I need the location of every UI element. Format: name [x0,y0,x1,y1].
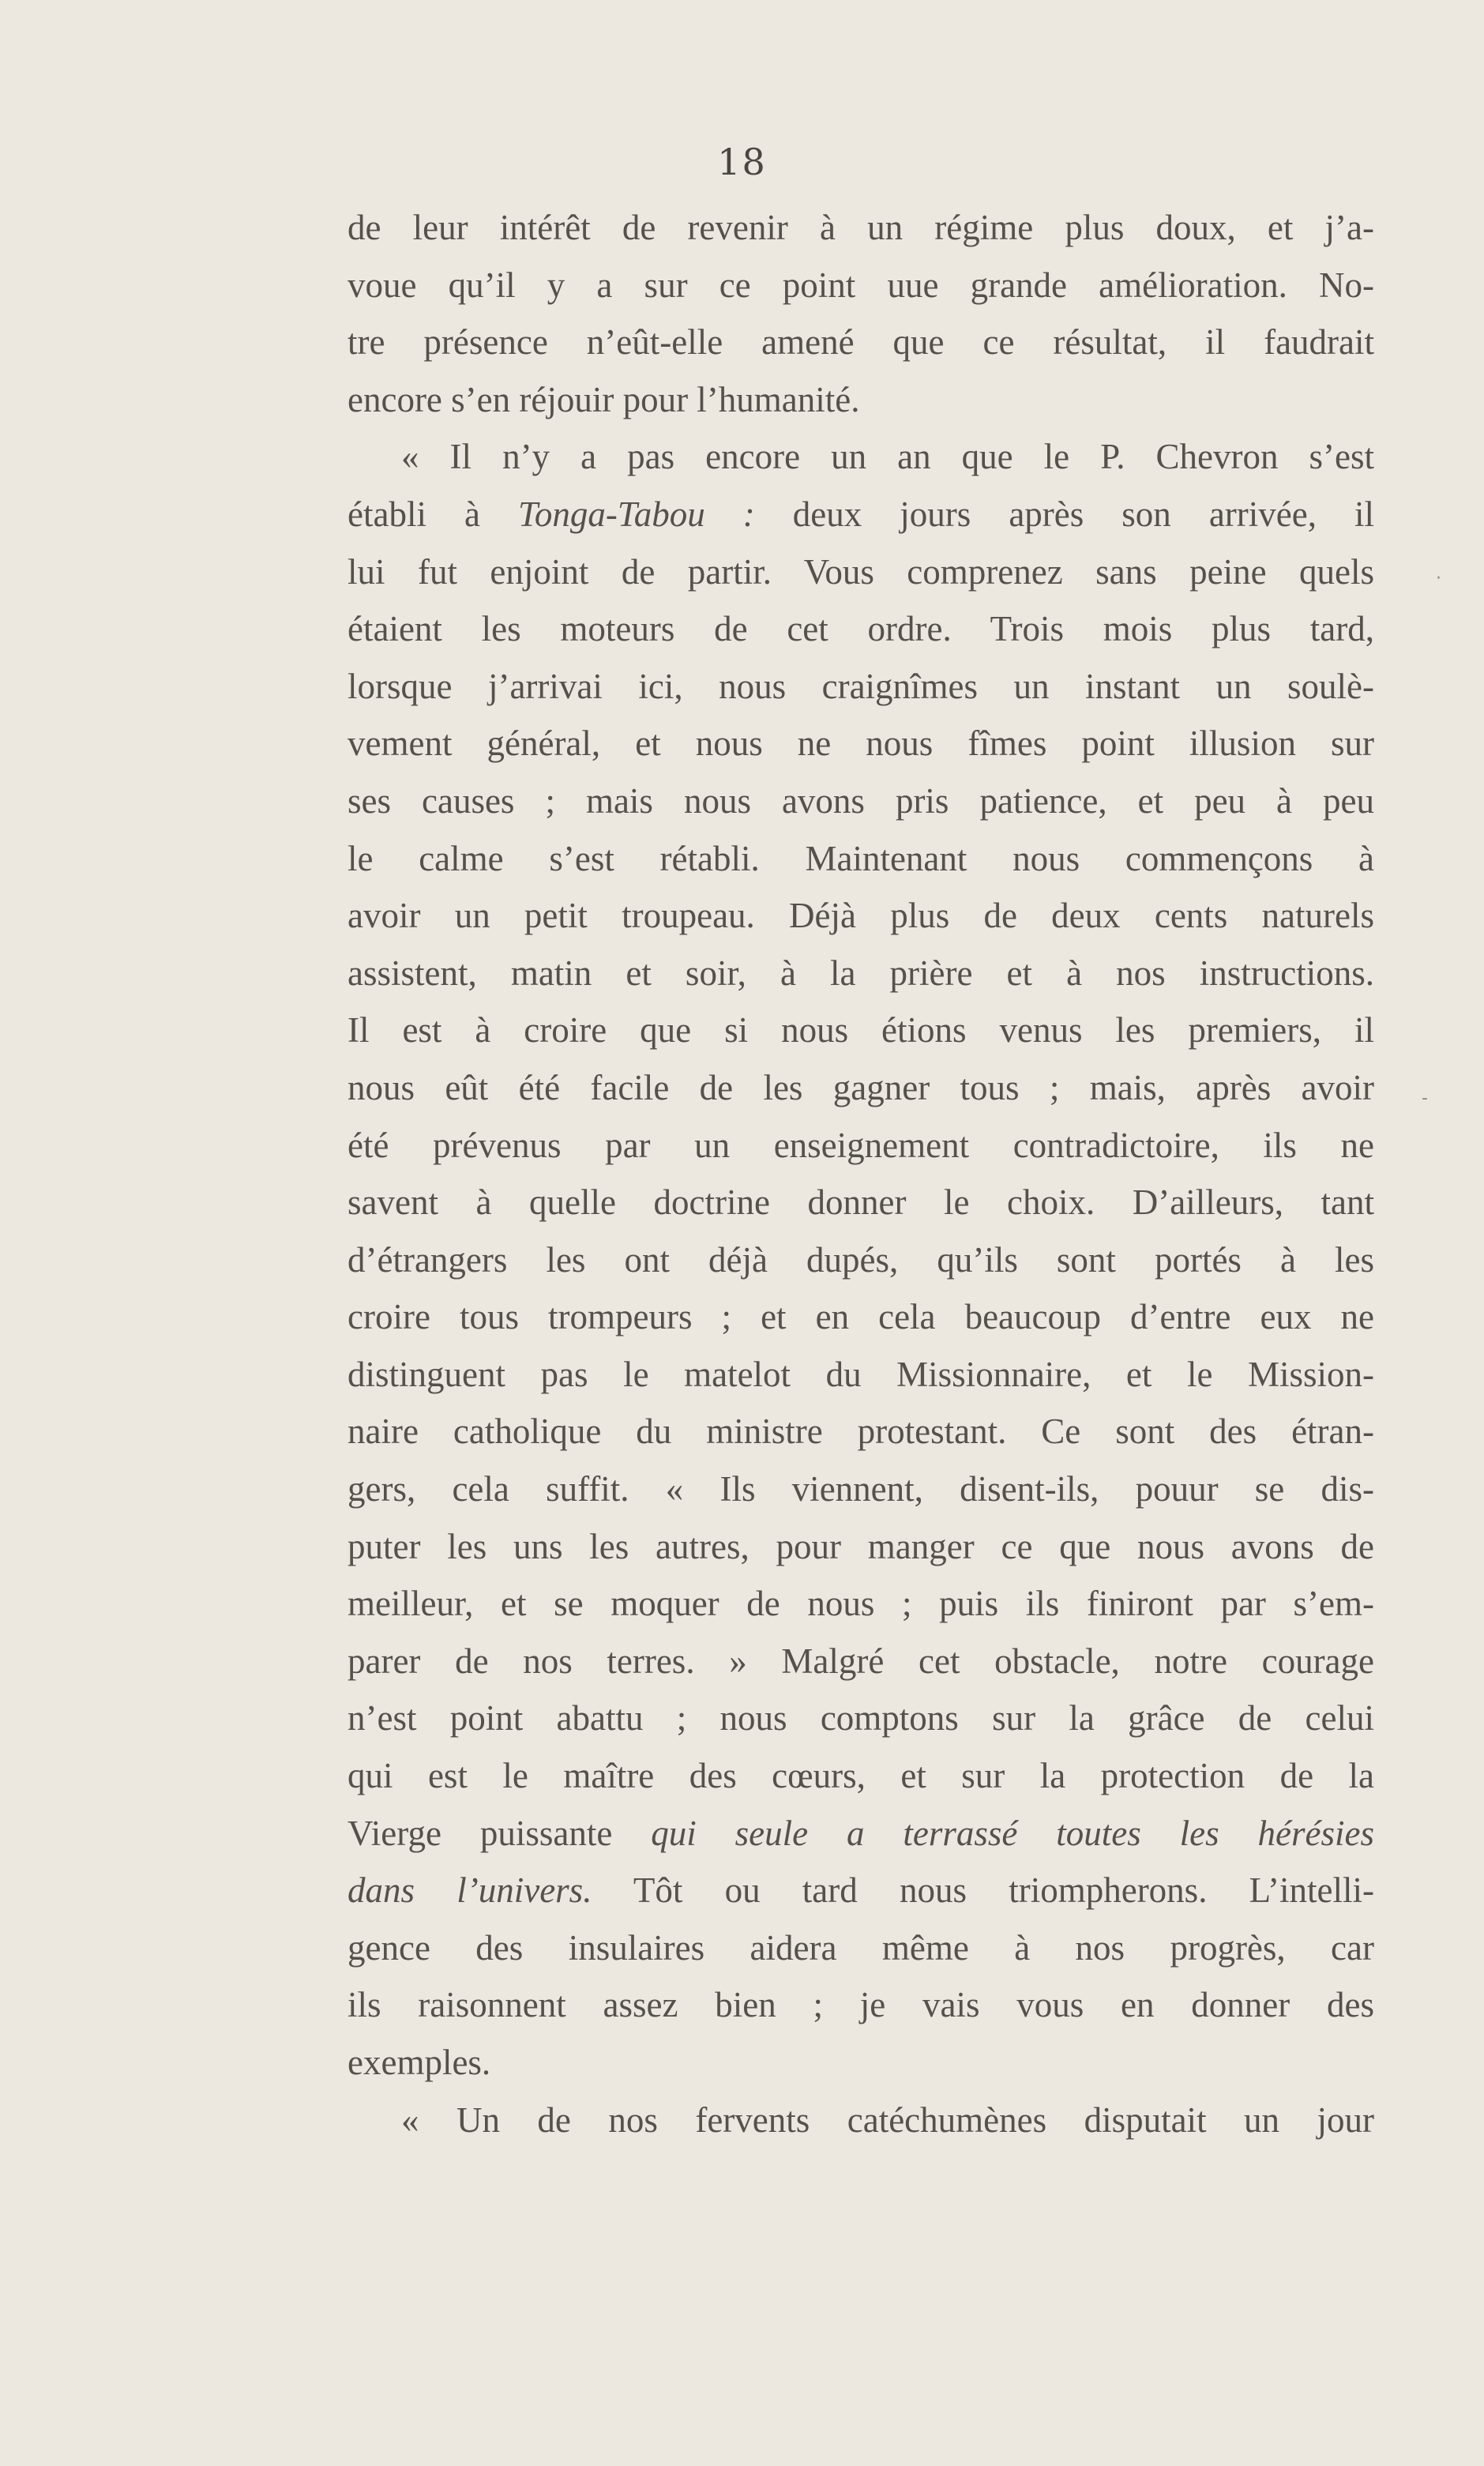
text-line: puter les uns les autres, pour manger ce que nous avons de [348,1526,1374,1566]
text-line [348,486,1374,543]
text-line: Il est à croire que si nous étions venus les premiers, il [348,1010,1374,1051]
text-run: établi à [348,494,518,534]
text-line: tre présence n’eût-elle amené que ce résultat, il faudrait [348,322,1374,363]
text-line: meilleur, et se moquer de nous ; puis ils finiront par s’em- [348,1584,1374,1624]
text-line: savent à quelle doctrine donner le choix. D’ailleurs, tant [348,1182,1374,1223]
text-line: de leur intérêt de revenir à un régime plus doux, et j’a- [348,208,1374,247]
text-line: avoir un petit troupeau. Déjà plus de deux cents naturels [348,896,1374,936]
italic-text-run: dans l’univers. [348,1870,592,1911]
text-line: exemples. [348,2043,491,2082]
text-line: gers, cela suffit. « Ils viennent, disent-ils, pouur se dis- [348,1469,1374,1509]
text-line: assistent, matin et soir, à la prière et à nos instructions. [348,953,1374,993]
text-line: qui est le maître des cœurs, et sur la protection de la [348,1756,1374,1796]
text-line: naire catholique du ministre protestant. Ce sont des étran- [348,1412,1374,1452]
text-line: parer de nos terres. » Malgré cet obstacle, notre courage [348,1641,1374,1681]
text-line: été prévenus par un enseignement contradictoire, ils ne [348,1125,1374,1165]
italic-text-run: Tonga-Tabou : [517,494,755,534]
text-line: vement général, et nous ne nous fîmes point illusion sur [348,724,1374,764]
text-line [348,1862,1374,1919]
paper-mark: · [1436,569,1441,588]
text-line: le calme s’est rétabli. Maintenant nous commençons à [348,838,1374,878]
text-line: « Il n’y a pas encore un an que le P. Chevron s’est [401,437,1374,477]
page-number: 18 [717,141,767,183]
text-line: d’étrangers les ont déjà dupés, qu’ils sont portés à les [348,1239,1374,1280]
text-run: Vierge puissante [348,1813,652,1853]
text-line: « Un de nos fervents catéchumènes disputait un jour [401,2099,1374,2140]
text-line: gence des insulaires aidera même à nos progrès, car [348,1927,1374,1968]
paper-mark: - [1422,1088,1428,1108]
italic-text-run: qui seule a terrassé toutes les hérésies [651,1813,1374,1853]
body-text [348,199,1374,2148]
text-line: ses causes ; mais nous avons pris patience, et peu à peu [348,780,1374,821]
text-line: distinguent pas le matelot du Missionnaire, et le Mission- [348,1354,1374,1394]
text-line: étaient les moteurs de cet ordre. Trois mois plus tard, [348,609,1374,649]
text-line: n’est point abattu ; nous comptons sur la grâce de celui [348,1698,1374,1739]
text-run: Tôt ou tard nous triompherons. L’intelli- [592,1870,1374,1911]
text-line: lorsque j’arrivai ici, nous craignîmes un instant un soulè- [348,666,1374,706]
text-line: nous eût été facile de les gagner tous ; mais, après avoir [348,1067,1374,1107]
text-line: voue qu’il y a sur ce point uue grande amélioration. No- [348,265,1374,305]
text-line: lui fut enjoint de partir. Vous comprenez sans peine quels [348,551,1374,592]
text-line: croire tous trompeurs ; et en cela beaucoup d’entre eux ne [348,1297,1374,1337]
text-run: deux jours après son arrivée, il [754,494,1375,534]
text-line: encore s’en réjouir pour l’humanité. [348,379,860,419]
text-line: ils raisonnent assez bien ; je vais vous en donner des [348,1985,1374,2025]
text-line [348,1805,1374,1863]
